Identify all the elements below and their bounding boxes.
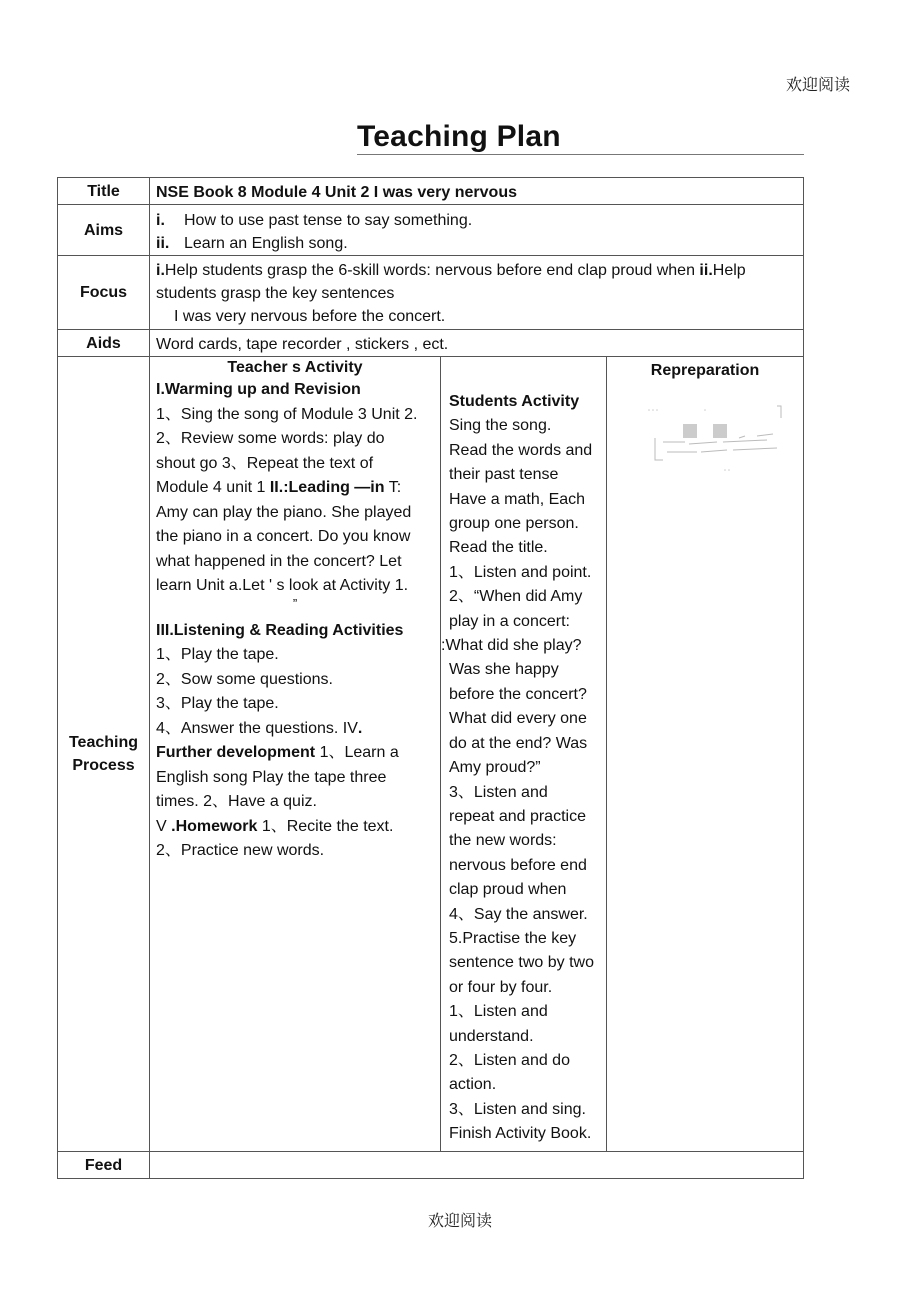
repreparation-cell <box>607 357 804 1152</box>
row-title <box>58 178 804 205</box>
activity-line: their past tense <box>449 466 559 484</box>
repreparation-heading: Repreparation <box>650 362 760 379</box>
activity-line: Sing the song. <box>449 417 552 435</box>
focus-label: Focus <box>58 256 150 330</box>
activity-line: Module 4 unit 1 II.:Leading —in T: <box>156 479 402 496</box>
section-heading: .Homework <box>171 817 258 835</box>
students-activity-cell <box>441 357 607 1152</box>
activity-line: play in a concert: <box>449 612 570 630</box>
section-heading: I.Warming up and Revision <box>156 381 361 398</box>
footer-note: 欢迎阅读 <box>427 1211 492 1230</box>
activity-line: 2、Sow some questions. <box>156 670 333 688</box>
handwritten-sketch-icon <box>627 392 787 472</box>
row-aids <box>58 330 804 357</box>
activity-line: action. <box>449 1076 497 1094</box>
activity-line: group one person. <box>449 515 579 533</box>
activity-line: 2、Practice new words. <box>156 842 325 859</box>
activity-line: 1、Listen and <box>449 1003 548 1021</box>
activity-line: nervous before end <box>449 856 587 874</box>
activity-line: before the concert? <box>449 685 587 703</box>
activity-line: Amy proud?” <box>449 759 541 777</box>
section-heading: Further development <box>156 744 316 761</box>
activity-line: 5.Practise the key <box>449 929 577 947</box>
students-activity-heading: Students Activity <box>449 393 580 410</box>
section-heading: III.Listening & Reading Activities <box>156 621 404 639</box>
focus-text <box>150 256 803 328</box>
activity-line: What did every one <box>449 710 587 728</box>
activity-line: 3、Listen and sing. <box>449 1100 586 1118</box>
aims-label: Aims <box>58 205 150 256</box>
activity-line: or four by four. <box>449 978 553 996</box>
section-heading: II.:Leading —in <box>269 479 385 496</box>
page-title: Teaching Plan <box>357 120 561 153</box>
activity-line: Further development 1、Learn a <box>156 744 399 761</box>
activity-line: times. 2、Have a quiz. <box>156 793 317 810</box>
row-feed <box>58 1152 804 1179</box>
activity-line: 3、Listen and <box>449 783 548 801</box>
activity-line: 4、Say the answer. <box>449 905 588 923</box>
row-aims <box>58 205 804 256</box>
activity-line: 2、Listen and do <box>449 1051 570 1069</box>
activity-line: what happened in the concert? Let <box>156 552 402 570</box>
activity-line: 2、“When did Amy <box>449 588 583 606</box>
stray-quote: ” <box>292 595 298 611</box>
activity-line: 2、Review some words: play do <box>156 430 385 447</box>
activity-line: 1、Sing the song of Module 3 Unit 2. <box>156 405 418 423</box>
activity-line: :What did she play? <box>441 637 582 655</box>
title-label: Title <box>58 178 150 205</box>
activity-line: V .Homework 1、Recite the text. <box>156 817 394 835</box>
activity-line: understand. <box>449 1027 534 1045</box>
activity-line: shout go 3、Repeat the text of <box>156 454 374 472</box>
focus-key-sentence: I was very nervous before the concert. <box>174 308 446 325</box>
activity-line: Have a math, Each <box>449 490 586 508</box>
aids-label: Aids <box>58 330 150 357</box>
activity-line: clap proud when <box>449 881 567 899</box>
header-note: 欢迎阅读 <box>785 75 850 94</box>
activity-line: Was she happy <box>449 661 559 679</box>
activity-line: learn Unit a.Let ' s look at Activity 1. <box>156 577 409 594</box>
feed-label: Feed <box>58 1152 150 1179</box>
aim-item: i. How to use past tense to say something. <box>156 212 473 229</box>
activity-line: Read the title. <box>449 539 548 557</box>
activity-line: the new words: <box>449 832 557 850</box>
students-activity-list <box>441 414 604 1146</box>
row-teaching-process <box>58 357 804 1152</box>
focus-line: students grasp the key sentences <box>156 285 395 302</box>
activity-line: Read the words and <box>449 441 593 459</box>
focus-line: i.Help students grasp the 6-skill words: nervous before end clap proud when ii.Help <box>156 262 746 279</box>
title-value: NSE Book 8 Module 4 Unit 2 I was very nervous <box>156 184 517 201</box>
teacher-activity-cell <box>150 357 441 1152</box>
activity-line: Finish Activity Book. <box>449 1125 592 1143</box>
activity-line: 1、Play the tape. <box>156 646 279 663</box>
activity-line: 3、Play the tape. <box>156 695 279 712</box>
activity-line: repeat and practice <box>449 807 586 825</box>
row-focus <box>58 256 804 330</box>
activity-line: the piano in a concert. Do you know <box>156 528 411 545</box>
aids-value: Word cards, tape recorder , stickers , ect. <box>156 336 449 353</box>
activity-line: do at the end? Was <box>449 734 588 752</box>
aims-list <box>150 205 803 255</box>
activity-line: Amy can play the piano. She played <box>156 503 412 521</box>
activity-line: sentence two by two <box>449 954 594 972</box>
title-underline <box>357 154 804 155</box>
teaching-plan-table <box>57 177 804 1179</box>
activity-line: 1、Listen and point. <box>449 563 592 581</box>
activity-line: English song Play the tape three <box>156 768 387 786</box>
teaching-process-label: Teaching Process <box>58 357 150 1152</box>
teacher-activity-heading: Teacher s Activity <box>227 359 363 376</box>
aim-item: ii. Learn an English song. <box>156 235 348 252</box>
activity-line: 4、Answer the questions. IV. <box>156 719 363 737</box>
